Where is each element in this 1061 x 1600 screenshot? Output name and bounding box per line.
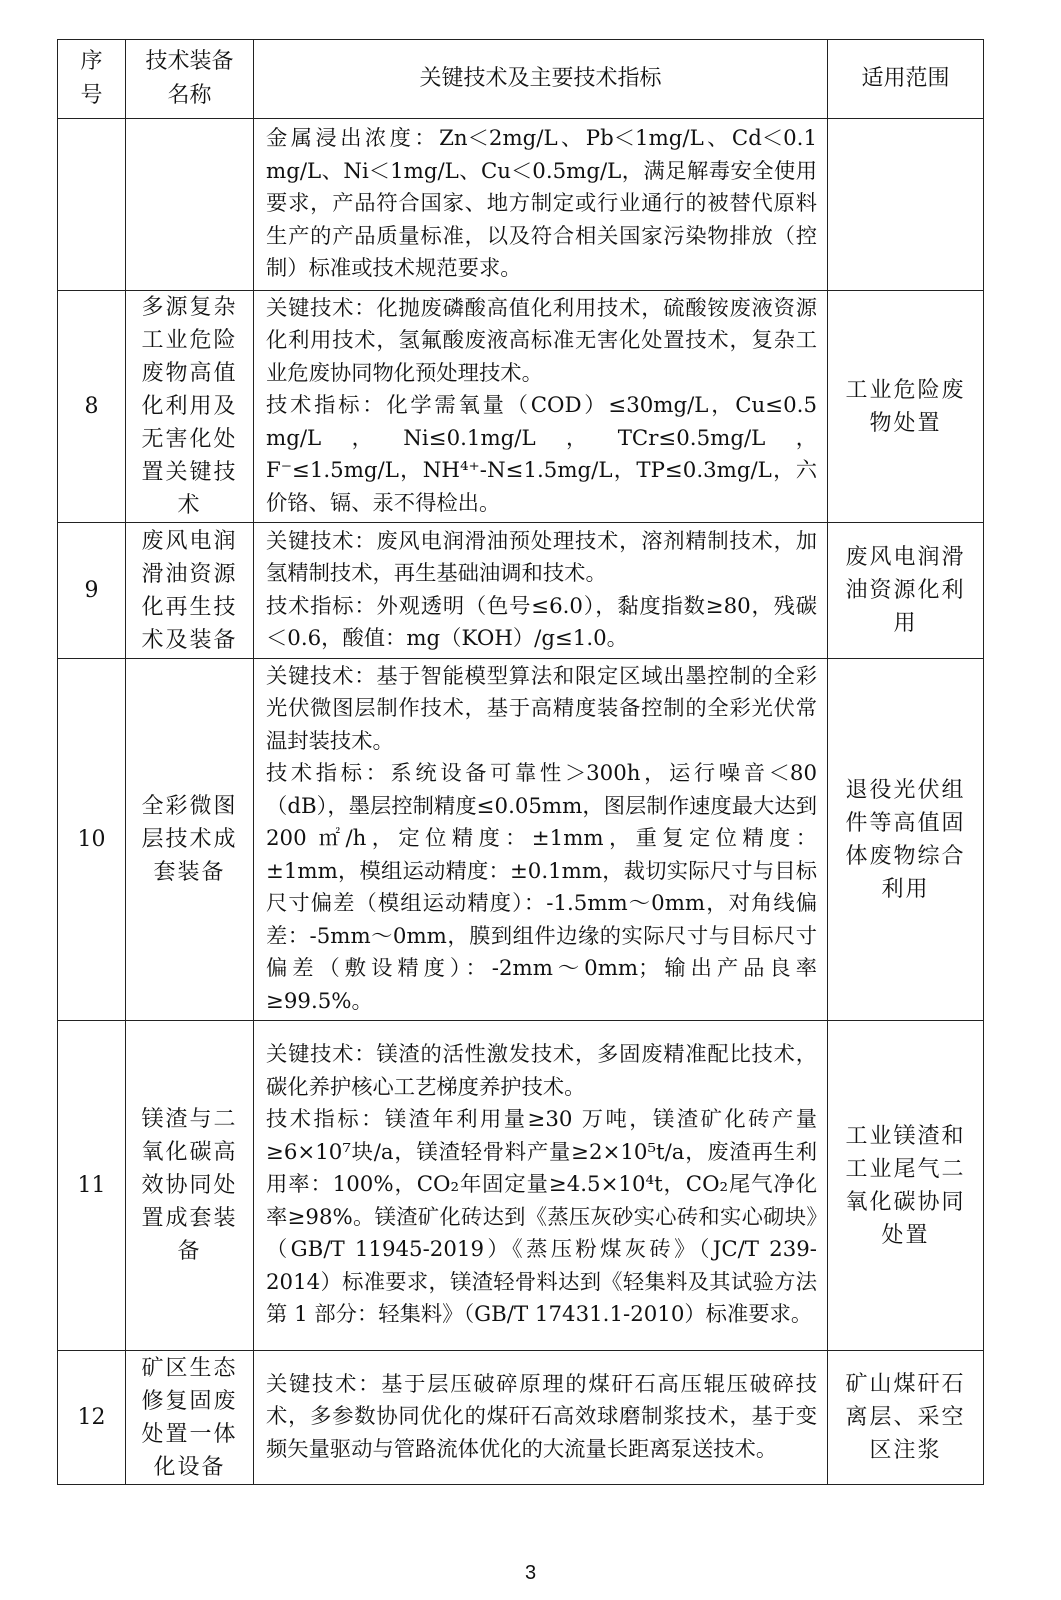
- header-application-scope: 适用范围: [828, 40, 984, 119]
- table-row: [58, 119, 984, 291]
- row-seq: 12: [58, 1351, 126, 1485]
- row-description: [254, 119, 828, 291]
- description-paragraph: 金属浸出浓度：Zn＜2mg/L、Pb＜1mg/L、Cd＜0.1 mg/L、Ni＜1mg/L、Cu＜0.5mg/L，满足解毒安全使用要求，产品符合国家、地方制定或行业通行的被替代原料生产的产品质量标准，以及符合相关国家污染物排放（控制）标准或技术规范要求。: [266, 126, 817, 282]
- table-row: [58, 659, 984, 1021]
- table-row: [58, 291, 984, 523]
- row-description: [254, 523, 828, 659]
- row-name: [126, 119, 254, 291]
- row-scope: [828, 119, 984, 291]
- key-technology-paragraph: 关键技术：废风电润滑油预处理技术，溶剂精制技术，加氢精制技术，再生基础油调和技术。: [266, 528, 817, 586]
- row-description: [254, 291, 828, 523]
- row-scope: 工业危险废物处置: [828, 291, 984, 523]
- key-technology-paragraph: 关键技术：镁渣的活性激发技术，多固废精准配比技术，碳化养护核心工艺梯度养护技术。: [266, 1042, 817, 1100]
- technology-equipment-table: [57, 39, 984, 1485]
- key-technology-paragraph: 关键技术：化抛废磷酸高值化利用技术，硫酸铵废液资源化利用技术，氢氟酸废液高标准无害化处置技术，复杂工业危废协同物化预处理技术。: [266, 295, 817, 386]
- technical-indicator-paragraph: 技术指标：系统设备可靠性＞300h，运行噪音＜80（dB），墨层控制精度≤0.05mm，图层制作速度最大达到 200 ㎡/h，定位精度：±1mm，重复定位精度：±1mm，模组运动精度：±0.1mm，裁切实际尺寸与目标尺寸偏差（模组运动精度）：-1.5mm～0mm，对角线偏差：-5mm～0mm，膜到组件边缘的实际尺寸与目标尺寸偏差（敷设精度）：-2mm～0mm；输出产品良率≥99.5%。: [266, 761, 817, 1014]
- row-name: 废风电润滑油资源化再生技术及装备: [126, 523, 254, 659]
- technical-indicator-paragraph: 技术指标：镁渣年利用量≥30 万吨，镁渣矿化砖产量≥6×10⁷块/a，镁渣轻骨料产量≥2×10⁵t/a，废渣再生利用率：100%，CO₂年固定量≥4.5×10⁴t，CO₂尾气净化率≥98%。镁渣矿化砖达到《蒸压灰砂实心砖和实心砌块》（GB/T 11945-2019）《蒸压粉煤灰砖》（JC/T 239-2014）标准要求，镁渣轻骨料达到《轻集料及其试验方法 第 1 部分：轻集料》（GB/T 17431.1-2010）标准要求。: [266, 1107, 817, 1328]
- row-name: 全彩微图层技术成套装备: [126, 659, 254, 1021]
- row-seq: 8: [58, 291, 126, 523]
- row-seq: [58, 119, 126, 291]
- technical-indicator-paragraph: 技术指标：化学需氧量（COD）≤30mg/L，Cu≤0.5 mg/L，Ni≤0.1mg/L，TCr≤0.5mg/L，F⁻≤1.5mg/L，NH⁴⁺-N≤1.5mg/L，TP≤0.3mg/L，六价铬、镉、汞不得检出。: [266, 393, 817, 516]
- row-scope: 退役光伏组件等高值固体废物综合利用: [828, 659, 984, 1021]
- row-seq: 10: [58, 659, 126, 1021]
- header-key-technology: 关键技术及主要技术指标: [254, 40, 828, 119]
- table-header-row: [58, 40, 984, 119]
- row-description: [254, 659, 828, 1021]
- row-scope: 矿山煤矸石离层、采空区注浆: [828, 1351, 984, 1485]
- row-description: [254, 1021, 828, 1351]
- header-equipment-name: 技术装备名称: [126, 40, 254, 119]
- page-number: 3: [524, 1562, 537, 1584]
- row-name: 镁渣与二氧化碳高效协同处置成套装备: [126, 1021, 254, 1351]
- table-row: [58, 1351, 984, 1485]
- row-scope: 废风电润滑油资源化利用: [828, 523, 984, 659]
- technical-indicator-paragraph: 技术指标：外观透明（色号≤6.0），黏度指数≥80，残碳＜0.6，酸值：mg（KOH）/g≤1.0。: [266, 593, 817, 651]
- row-scope: 工业镁渣和工业尾气二氧化碳协同处置: [828, 1021, 984, 1351]
- table-row: [58, 1021, 984, 1351]
- row-seq: 9: [58, 523, 126, 659]
- key-technology-paragraph: 关键技术：基于智能模型算法和限定区域出墨控制的全彩光伏微图层制作技术，基于高精度装备控制的全彩光伏常温封装技术。: [266, 663, 817, 754]
- table-row: [58, 523, 984, 659]
- row-seq: 11: [58, 1021, 126, 1351]
- row-name: 多源复杂工业危险废物高值化利用及无害化处置关键技术: [126, 291, 254, 523]
- row-name: 矿区生态修复固废处置一体化设备: [126, 1351, 254, 1485]
- key-technology-paragraph: 关键技术：基于层压破碎原理的煤矸石高压辊压破碎技术，多参数协同优化的煤矸石高效球磨制浆技术，基于变频矢量驱动与管路流体优化的大流量长距离泵送技术。: [266, 1371, 817, 1462]
- row-description: [254, 1351, 828, 1485]
- header-seq: 序号: [58, 40, 126, 119]
